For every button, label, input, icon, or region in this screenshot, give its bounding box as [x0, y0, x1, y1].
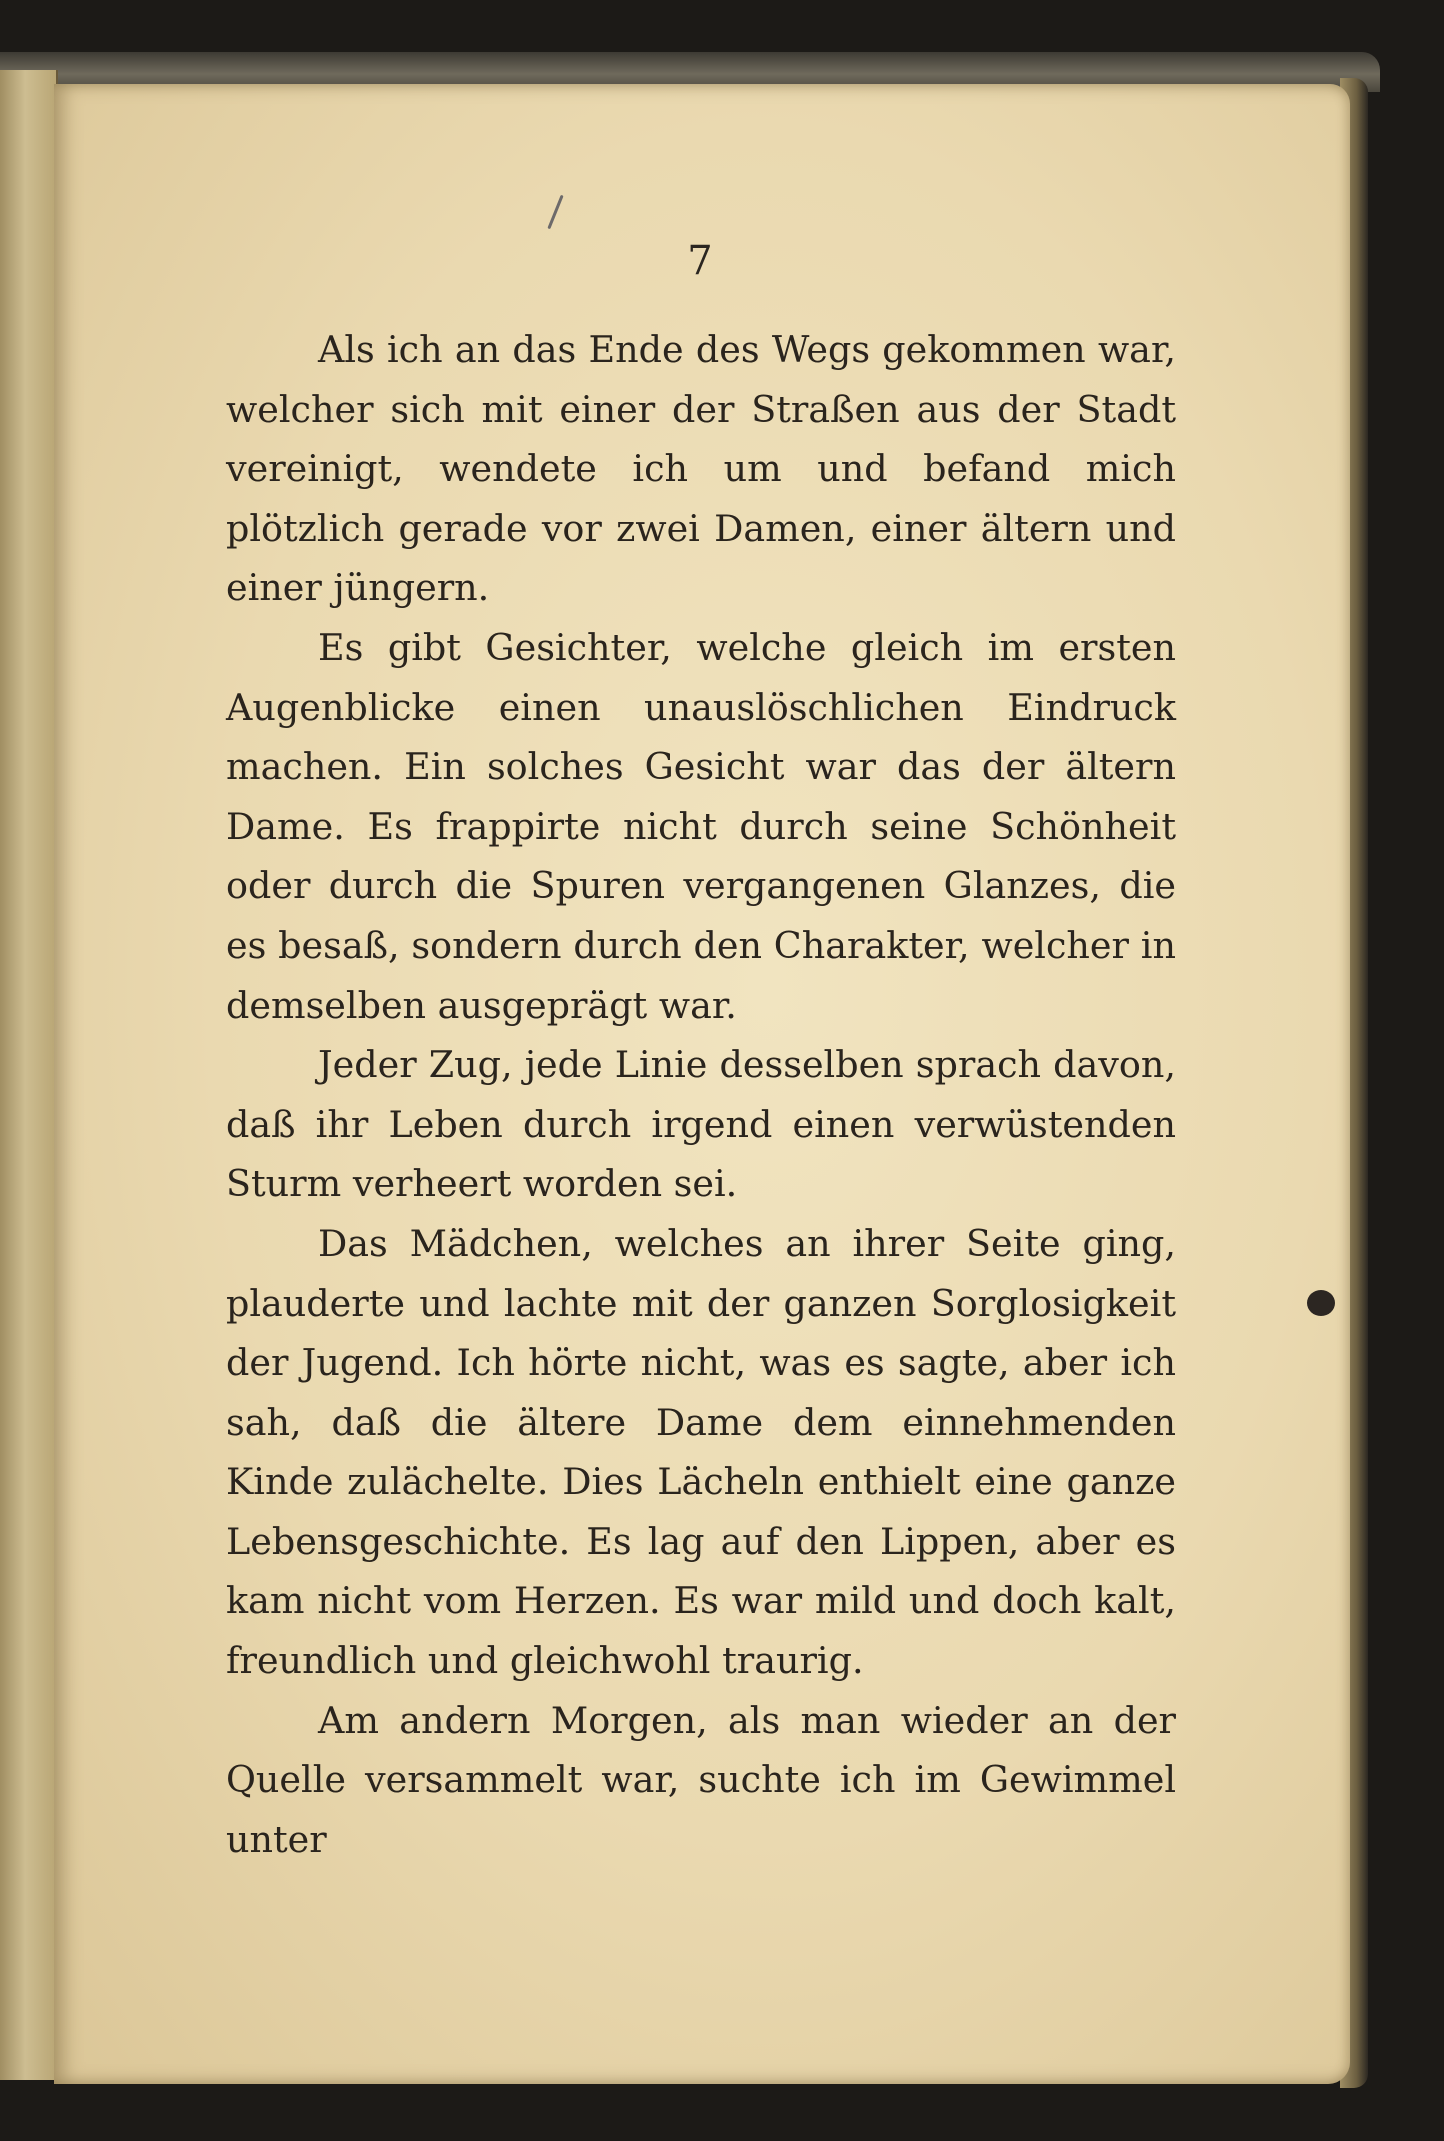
page-number: 7 [687, 238, 713, 284]
paragraph-1: Als ich an das Ende des Wegs gekommen war, welcher sich mit einer der Straßen aus der Stadt vereinigt, wendete ich um und befand mich plötzlich gerade vor zwei Damen, einer ältern und einer jüngern. [226, 328, 1176, 610]
paragraph-2: Es gibt Gesichter, welche gleich im ersten Augenblicke einen unauslöschlichen Eindruck machen. Ein solches Gesicht war das der ältern Dame. Es frappirte nicht durch seine Schönheit oder durch die Spuren vergangenen Glanzes, die es besaß, sondern durch den Charakter, welcher in demselben ausgeprägt war. [226, 625, 1176, 1027]
body-text [226, 320, 1176, 1869]
paragraph-5: Am andern Morgen, als man wieder an der Quelle versammelt war, suchte ich im Gewimmel unter [226, 1698, 1176, 1861]
left-page-edge [0, 70, 58, 2080]
paragraph-4: Das Mädchen, welches an ihrer Seite ging, plauderte und lachte mit der ganzen Sorglosigkeit der Jugend. Ich hörte nicht, was es sagte, aber ich sah, daß die ältere Dame dem einnehmenden Kinde zulächelte. Dies Lächeln enthielt eine ganze Lebensgeschichte. Es lag auf den Lippen, aber es kam nicht vom Herzen. Es war mild und doch kalt, freundlich und gleichwohl traurig. [226, 1221, 1176, 1683]
paragraph-3: Jeder Zug, jede Linie desselben sprach davon, daß ihr Leben durch irgend einen verwüstenden Sturm verheert worden sei. [226, 1043, 1176, 1206]
ink-spot [1307, 1290, 1335, 1316]
pencil-mark [547, 195, 563, 230]
